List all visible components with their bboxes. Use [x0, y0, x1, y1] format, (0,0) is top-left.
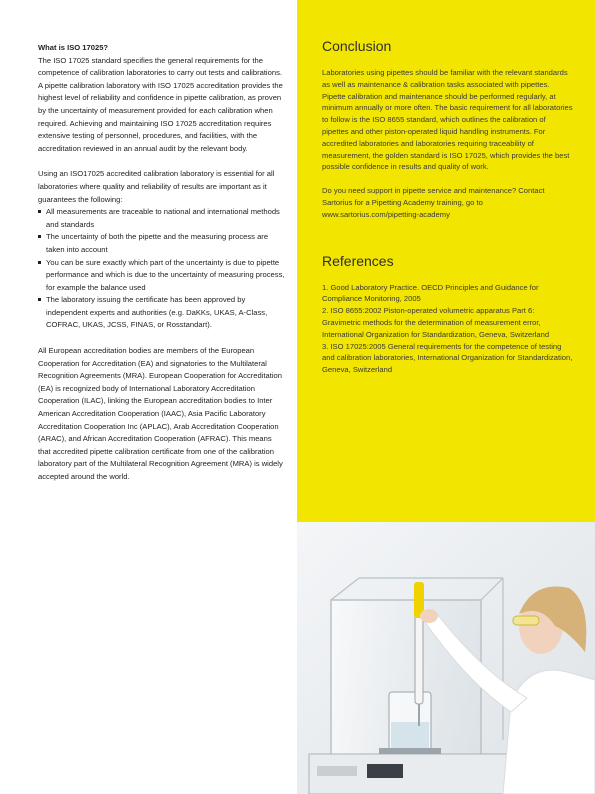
references-list [322, 282, 574, 376]
conclusion-title: Conclusion [322, 38, 392, 54]
list-item: The uncertainty of both the pipette and the measuring process are taken into account [38, 231, 286, 256]
section-heading: What is ISO 17025? [38, 43, 109, 52]
left-column [38, 42, 286, 484]
reference-item: 3. ISO 17025:2005 General requirements for the competence of testing and calibration laboratories, International Organization for Standardization, Geneva, Switzerland [322, 341, 573, 375]
paragraph-iso-definition: The ISO 17025 standard specifies the general requirements for the competence of calibration laboratories to carry out tests and calibrations. A pipette calibration laboratory with ISO 17025 accreditation provides the highest level of reliability and confidence in pipette calibration, as proven by the uncertainty of measurement provided for each calibration when required. Achieving and maintaining ISO 17025 accreditation requires extensive testing of personnel, procedures, and facilities, with the accreditation reviewed in an annual audit by the relevant body. [38, 55, 283, 153]
paragraph-accredited-lab: Using an ISO17025 accredited calibration laboratory is essential for all laboratories where quality and reliability of results are important as it guarantees the following: [38, 169, 275, 204]
reference-item: 1. Good Laboratory Practice. OECD Principles and Guidance for Compliance Monitoring, 2005 [322, 282, 539, 304]
reference-item: 2. ISO 8655:2002 Piston-operated volumetric apparatus Part 6: Gravimetric methods for the determination of measurement error, International Organization for Standardization, Geneva, Switzerland [322, 306, 550, 339]
paragraph-european-accreditation: All European accreditation bodies are members of the European Cooperation for Accreditation (EA) and signatories to the Multilateral Recognition Agreements (MRA). European Cooperation for Accreditation (EA) is recognized body of International Laboratory Accreditation Cooperation (ILAC), linking the European accreditation bodies to Inter American Accreditation Cooperation (IAAC), Asia Pacific Laboratory Accreditation Cooperation Inc (APLAC), Arab Accreditation Cooperation (ARAC), and African Accreditation Cooperation (AFRAC). This means that accredited pipette calibration certificate from one of the calibration laboratory part of the Multilateral Recognition Agreement (MRA) is widely accepted around the world. [38, 346, 283, 481]
list-item: The laboratory issuing the certificate has been approved by independent experts and authorities (e.g. DaKKs, UKAS, A-Class, COFRAC, UKAS, JCSS, FINAS, or Rosstandart). [38, 294, 286, 332]
guarantee-list [38, 206, 286, 332]
list-item: You can be sure exactly which part of the uncertainty is due to pipette performance and which is due to the uncertainty of measuring process, for example the balance used [38, 257, 286, 295]
contact-paragraph: Do you need support in pipette service and maintenance? Contact Sartorius for a Pipetting Academy training, go to www.sartorius.com/pipetting-academy [322, 186, 545, 219]
conclusion-paragraph: Laboratories using pipettes should be familiar with the relevant standards as well as maintenance & calibration tasks associated with pipettes. Pipette calibration and maintenance should be performed regularly, at minimum annually or more often. The basic requirement for all laboratories to follow is the ISO 8655 standard, which outlines the calibration of pipettes and other piston-operated liquid handling instruments. For accredited laboratories and laboratories requiring traceability of measurement, the golden standard is ISO 17025, which provides the best possible confidence in results and quality of work. [322, 68, 573, 172]
list-item: All measurements are traceable to national and international methods and standards [38, 206, 286, 231]
references-title: References [322, 252, 394, 269]
lab-scene-illustration [297, 522, 595, 794]
right-column [322, 36, 574, 376]
lab-photo [297, 522, 595, 794]
